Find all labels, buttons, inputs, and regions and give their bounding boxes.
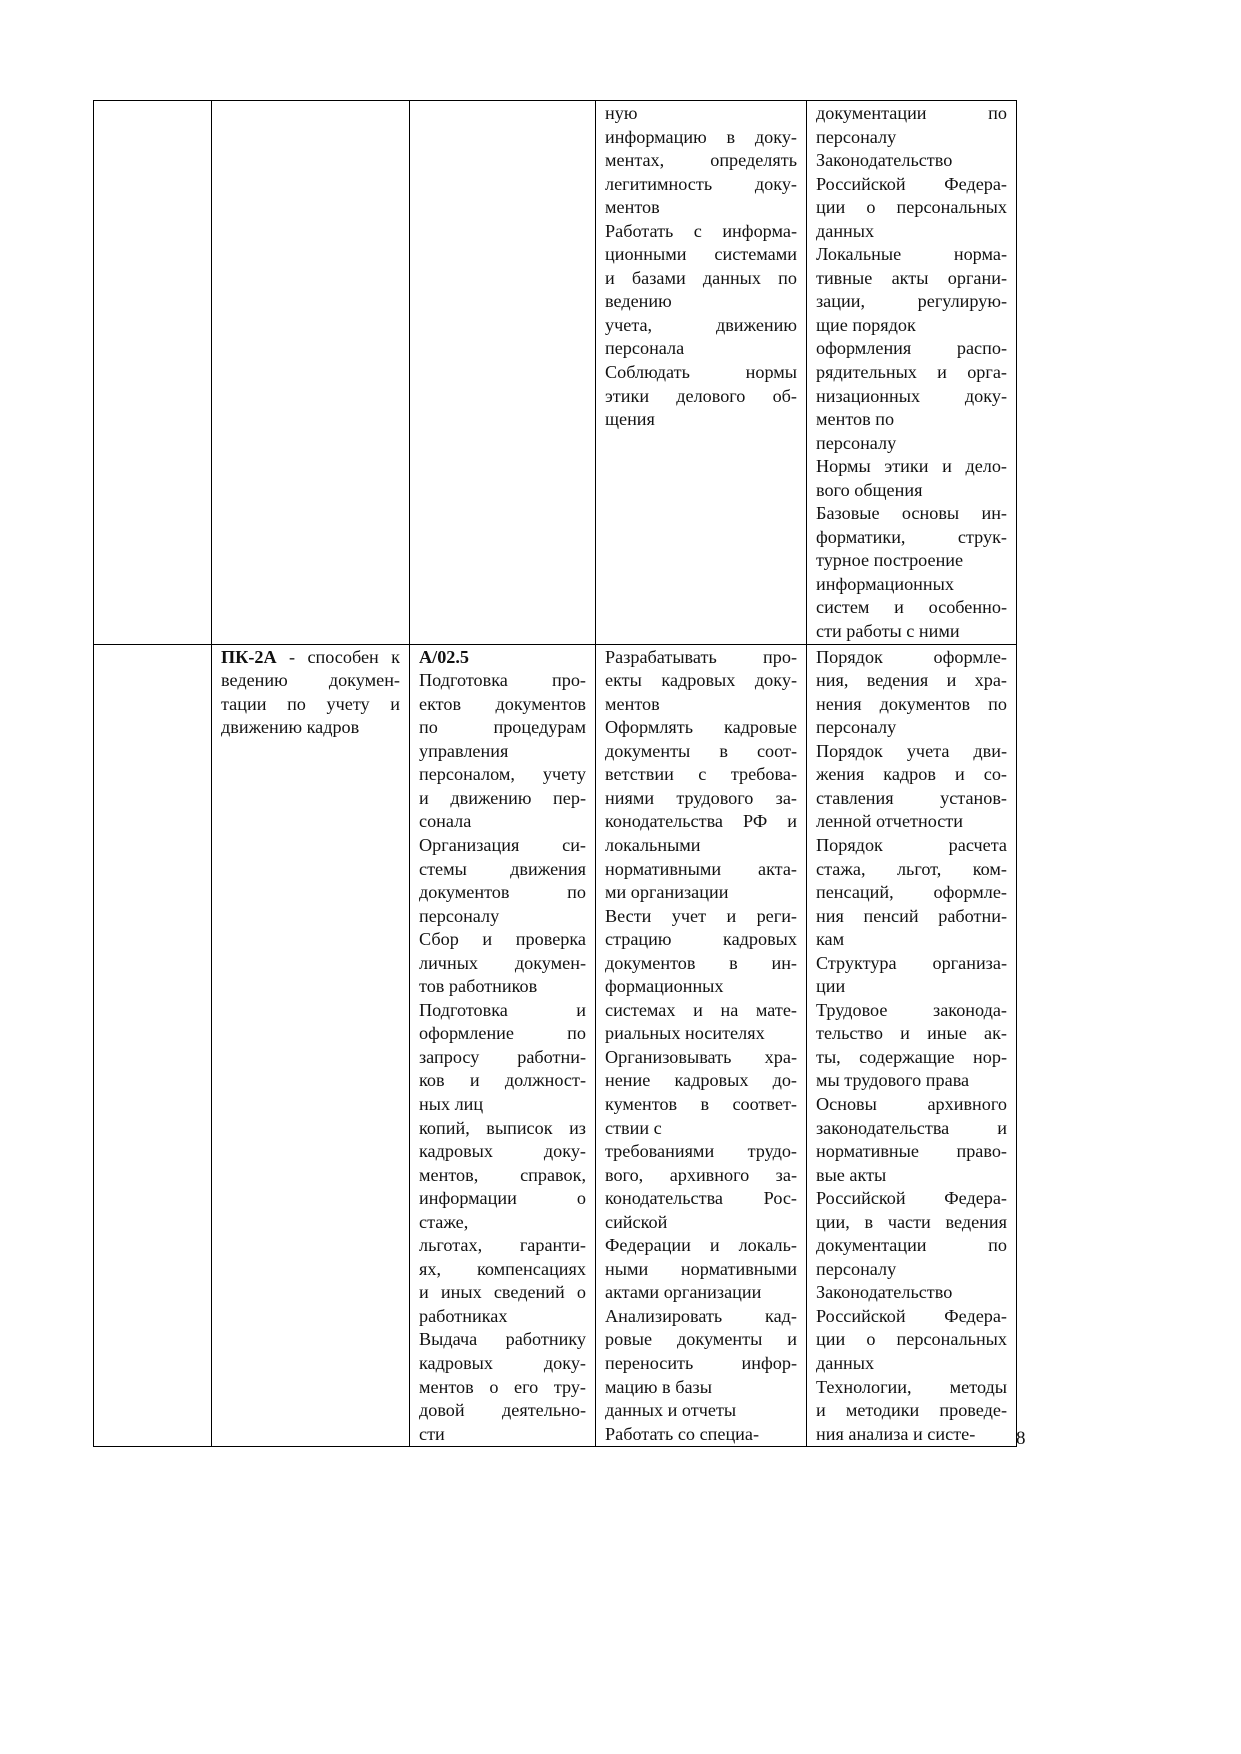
text-line: стажа, льгот, ком- — [816, 858, 1007, 879]
text-line: информации о — [419, 1188, 586, 1209]
text-line: локальными — [605, 834, 701, 855]
text-line: персоналу — [816, 1258, 897, 1279]
text-line: Российской Федера- — [816, 1305, 1007, 1326]
text-line: нормативные право- — [816, 1141, 1007, 1162]
cell-competency — [212, 101, 410, 645]
text-line: тельство и иные ак- — [816, 1023, 1007, 1044]
text-line: кументов в соответ- — [605, 1093, 797, 1114]
competency-first-line — [221, 646, 400, 670]
competency-code: ПК-2А — [221, 646, 277, 667]
text-line: Работать со специа- — [605, 1423, 760, 1444]
text-line: документов по — [419, 882, 586, 903]
text-line: нения документов по — [816, 693, 1007, 714]
cell-competency — [212, 644, 410, 1447]
competency-text: - способен к — [276, 646, 400, 667]
text-line: пенсаций, оформле- — [816, 882, 1007, 903]
text-line: персоналом, учету — [419, 764, 586, 785]
cell-skills — [596, 644, 807, 1447]
text-line: системах и на мате- — [605, 999, 797, 1020]
cell-skills — [596, 101, 807, 645]
competency-table — [93, 100, 1017, 1447]
cell-empty — [94, 644, 212, 1447]
text-line: оформление по — [419, 1023, 586, 1044]
text-line: ведению — [605, 291, 672, 312]
text-line: документы в соот- — [605, 740, 797, 761]
text-line: вые акты — [816, 1164, 887, 1185]
text-line: Структура организа- — [816, 952, 1007, 973]
text-line: ции о персональных — [816, 197, 1007, 218]
text-line: Оформлять кадровые — [605, 717, 797, 738]
text-line: Соблюдать нормы — [605, 362, 797, 383]
text-line: Нормы этики и дело- — [816, 456, 1007, 477]
text-line: Порядок учета дви- — [816, 740, 1007, 761]
text-line: мацию в базы — [605, 1376, 712, 1397]
text-line: Технологии, методы — [816, 1376, 1007, 1397]
text-line: ментов о его тру- — [419, 1376, 586, 1397]
text-line: ния анализа и систе- — [816, 1423, 976, 1444]
text-line: турное построение — [816, 550, 964, 571]
text-line: нение кадровых до- — [605, 1070, 797, 1091]
text-line: Основы архивного — [816, 1093, 1007, 1114]
text-line: и иных сведений о — [419, 1282, 586, 1303]
text-line: конодательства РФ и — [605, 811, 797, 832]
text-line: ния пенсий работни- — [816, 905, 1007, 926]
text-line: по процедурам — [419, 717, 586, 738]
text-line: ния, ведения и хра- — [816, 670, 1007, 691]
text-line: ленной отчетности — [816, 811, 963, 832]
text-line: ветствии с требова- — [605, 764, 797, 785]
text-line: ков и должност- — [419, 1070, 586, 1091]
text-line: Российской Федера- — [816, 173, 1007, 194]
text-line: ную — [605, 103, 638, 123]
text-line: ектов документов — [419, 693, 586, 714]
text-line: ными нормативными — [605, 1258, 797, 1279]
text-line: персоналу — [816, 126, 897, 147]
text-line: легитимность доку- — [605, 173, 797, 194]
text-line: требованиями трудо- — [605, 1141, 797, 1162]
text-line: сти работы с ними — [816, 621, 960, 642]
text-line: Подготовка про- — [419, 670, 586, 691]
text-line: стемы движения — [419, 858, 586, 879]
text-line: рядительных и орга- — [816, 362, 1007, 383]
text-line: персонала — [605, 338, 685, 359]
text-line: ты, содержащие нор- — [816, 1046, 1007, 1067]
text-line: персоналу — [816, 432, 897, 453]
text-line: Федерации и локаль- — [605, 1235, 797, 1256]
text-line: оформления распо- — [816, 338, 1007, 359]
text-line: ментах, определять — [605, 150, 797, 171]
text-line: Подготовка и — [419, 999, 586, 1020]
table-row — [94, 644, 1017, 1447]
text-line: довой деятельно- — [419, 1400, 586, 1421]
text-line: Сбор и проверка — [419, 929, 586, 950]
text-line: личных докумен- — [419, 952, 586, 973]
text-line: льготах, гаранти- — [419, 1235, 586, 1256]
text-line: ментов — [605, 693, 660, 714]
text-line: копий, выписок из — [419, 1117, 586, 1138]
text-line: стаже, — [419, 1211, 469, 1232]
text-line: Вести учет и реги- — [605, 905, 797, 926]
text-line: персоналу — [419, 905, 500, 926]
text-line: кадровых доку- — [419, 1141, 586, 1162]
text-line: работниках — [419, 1305, 508, 1326]
text-line: данных — [816, 1352, 875, 1373]
text-line: законодательства и — [816, 1117, 1007, 1138]
text-line: Анализировать кад- — [605, 1305, 797, 1326]
text-line: ствии с — [605, 1117, 662, 1138]
text-line: Организация си- — [419, 834, 586, 855]
text-line: актами организации — [605, 1282, 762, 1303]
text-line: данных — [816, 220, 875, 241]
text-line: ровые документы и — [605, 1329, 797, 1350]
text-line: и методики проведе- — [816, 1400, 1007, 1421]
text-line: вого общения — [816, 479, 923, 500]
text-line: зации, регулирую- — [816, 291, 1007, 312]
text-line: вого, архивного за- — [605, 1164, 797, 1185]
text-line: формационных — [605, 976, 724, 997]
text-line: документов в ин- — [605, 952, 797, 973]
text-line: переносить инфор- — [605, 1352, 797, 1373]
text-line: Законодательство — [816, 1282, 953, 1303]
text-line: и базами данных по — [605, 267, 797, 288]
text-line: персоналу — [816, 717, 897, 738]
text-line: документации по — [816, 1235, 1007, 1256]
text-line: ниями трудового за- — [605, 787, 797, 808]
text-line: учета, движению — [605, 314, 797, 335]
text-line: страцию кадровых — [605, 929, 797, 950]
text-line: ведению докумен- — [221, 670, 400, 691]
text-line: ментов по — [816, 409, 895, 430]
text-line: сийской — [605, 1211, 668, 1232]
text-line: информационных — [816, 573, 954, 594]
cell-knowledge — [807, 644, 1017, 1447]
text-line: Трудовое законода- — [816, 999, 1007, 1020]
labor-function-code: А/02.5 — [419, 646, 470, 667]
text-line: информацию в доку- — [605, 126, 797, 147]
text-line: ных лиц — [419, 1093, 484, 1114]
text-line: ментов, справок, — [419, 1164, 586, 1185]
text-line: риальных носителях — [605, 1023, 765, 1044]
text-line: екты кадровых доку- — [605, 670, 797, 691]
text-line: нормативными акта- — [605, 858, 797, 879]
text-line: Российской Федера- — [816, 1188, 1007, 1209]
text-line: кадровых доку- — [419, 1352, 586, 1373]
cell-empty — [94, 101, 212, 645]
text-line: ционными системами — [605, 244, 797, 265]
text-line: Законодательство — [816, 150, 953, 171]
text-line: Выдача работнику — [419, 1329, 586, 1350]
text-line: ции, в части ведения — [816, 1211, 1007, 1232]
text-line: конодательства Рос- — [605, 1188, 797, 1209]
text-line: ментов — [605, 197, 660, 218]
text-line: запросу работни- — [419, 1046, 586, 1067]
text-line: Работать с информа- — [605, 220, 797, 241]
text-line: и движению пер- — [419, 787, 586, 808]
text-line: жения кадров и со- — [816, 764, 1007, 785]
page-number: 8 — [1016, 1428, 1026, 1449]
text-line: ях, компенсациях — [419, 1258, 586, 1279]
text-line: тивные акты органи- — [816, 267, 1007, 288]
text-line: Порядок расчета — [816, 834, 1007, 855]
text-line: щие порядок — [816, 314, 916, 335]
text-line: ставления установ- — [816, 787, 1007, 808]
cell-knowledge — [807, 101, 1017, 645]
text-line: Разрабатывать про- — [605, 646, 797, 667]
text-line: Порядок оформле- — [816, 646, 1007, 667]
text-line: ми организации — [605, 882, 729, 903]
text-line: сонала — [419, 811, 472, 832]
text-line: мы трудового права — [816, 1070, 970, 1091]
text-line: ции о персональных — [816, 1329, 1007, 1350]
table-row — [94, 101, 1017, 645]
text-line: этики делового об- — [605, 385, 797, 406]
text-line: тов работников — [419, 976, 538, 997]
text-line: Базовые основы ин- — [816, 503, 1007, 524]
text-line: низационных доку- — [816, 385, 1007, 406]
text-line: тации по учету и — [221, 693, 400, 714]
text-line: щения — [605, 409, 655, 430]
text-line: форматики, струк- — [816, 526, 1007, 547]
text-line: Организовывать хра- — [605, 1046, 797, 1067]
cell-labor-actions — [410, 644, 596, 1447]
text-line: движению кадров — [221, 717, 360, 738]
text-line: ции — [816, 976, 846, 997]
cell-labor-actions — [410, 101, 596, 645]
text-line: Локальные норма- — [816, 244, 1007, 265]
text-line: кам — [816, 929, 845, 950]
text-line: систем и особенно- — [816, 597, 1007, 618]
text-line: данных и отчеты — [605, 1400, 737, 1421]
text-line: сти — [419, 1423, 445, 1444]
text-line: управления — [419, 740, 509, 761]
text-line: документации по — [816, 103, 1007, 123]
